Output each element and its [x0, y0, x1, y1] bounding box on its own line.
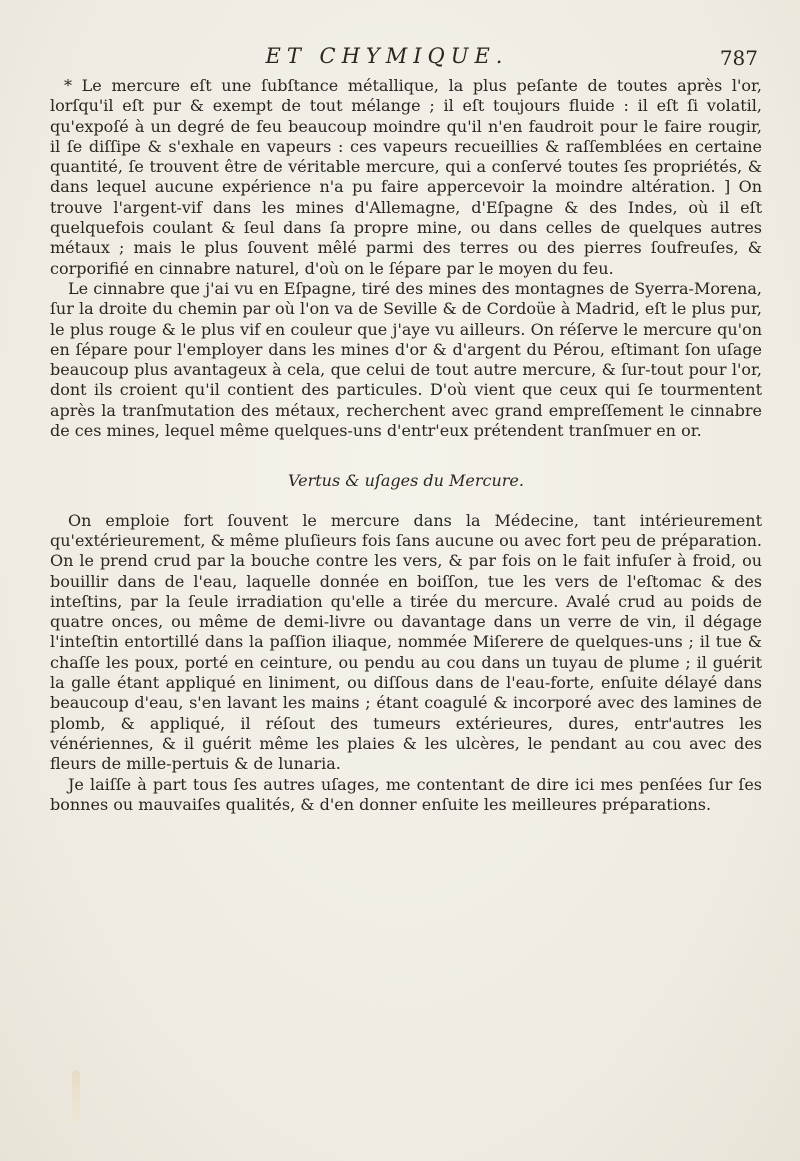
paragraph-mercury-definition: * Le mercure eſt une ſubſtance métallique, la plus peſante de toutes après l'or, lorſqu'il eſt pur & exempt de tout mélange ; il eſt toujours fluide : il eſt ſi volatil, qu'expoſé à un degré de feu beaucoup moindre qu'il n'en faudroit pour le faire rougir, il ſe diſſipe & s'exhale en vapeurs : ces vapeurs recueillies & raſſemblées en certaine quantité, ſe trouvent être de véritable mercure, qui a conſervé toutes ſes propriétés, & dans lequel aucune expérience n'a pu faire appercevoir la moindre altération. ] On trouve l'argent-vif dans les mines d'Allemagne, d'Eſpagne & des Indes, où il eſt quelquefois coulant & ſeul dans ſa propre mine, ou dans celles de quelques autres métaux ; mais le plus ſouvent mêlé parmi des terres ou des pierres ſoufreuſes, & corporifié en cinnabre naturel, d'où on le ſépare par le moyen du feu.	[50, 76, 762, 278]
paragraph-medicinal-uses: On emploie fort ſouvent le mercure dans la Médecine, tant intérieurement qu'extérieurement, & même pluſieurs fois ſans aucune ou avec fort peu de préparation. On le prend crud par la bouche contre les vers, & par fois on le fait infuſer à froid, ou bouillir dans de l'eau, laquelle donnée en boiſſon, tue les vers de l'eſtomac & des inteſtins, par la ſeule irradiation qu'elle a tirée du mercure. Avalé crud au poids de quatre onces, ou même de demi-livre ou davantage dans un verre de vin, il dégage l'inteſtin entortillé dans la paſſion iliaque, nommée Miſerere de quelques-uns ; il tue & chaſſe les poux, porté en ceinture, ou pendu au cou dans un tuyau de plume ; il guérit la galle étant appliqué en liniment, ou diſſous dans de l'eau-forte, enſuite délayé dans beaucoup d'eau, s'en lavant les mains ; étant coagulé & incorporé avec des lamines de plomb, & appliqué, il réſout des tumeurs extérieures, dures, entr'autres les vénériennes, & il guérit même les plaies & les ulcères, le pendant au cou avec des fleurs de mille-pertuis & de lunaria.	[50, 510, 762, 774]
page-number: 787	[719, 46, 758, 70]
section-heading: Vertus & uſages du Mercure.	[288, 471, 524, 491]
page-header	[0, 44, 800, 74]
paragraph-cinnabar-spain: Le cinnabre que j'ai vu en Eſpagne, tiré des mines des montagnes de Syerra-Morena, ſur la droite du chemin par où l'on va de Seville & de Cordoüe à Madrid, eſt le plus pur, le plus rouge & le plus vif en couleur que j'aye vu ailleurs. On réſerve le mercure qu'on en ſépare pour l'employer dans les mines d'or & d'argent du Pérou, eſtimant ſon uſage beaucoup plus avantageux à cela, que celui de tout autre mercure, & ſur-tout pour l'or, dont ils croient qu'il contient des particules. D'où vient que ceux qui ſe tourmentent après la tranſmutation des métaux, recherchent avec grand empreſſement le cinnabre de ces mines, lequel même quelques-uns d'entr'eux prétendent tranſmuer en or.	[50, 278, 762, 441]
running-title: ET CHYMIQUE.	[265, 44, 509, 68]
page-body	[50, 76, 762, 815]
paper-stain	[72, 1070, 80, 1124]
paragraph-closing: Je laiſſe à part tous ſes autres uſages, me contentant de dire ici mes penſées ſur ſes bonnes ou mauvaiſes qualités, & d'en donner enſuite les meilleures préparations.	[50, 774, 762, 814]
